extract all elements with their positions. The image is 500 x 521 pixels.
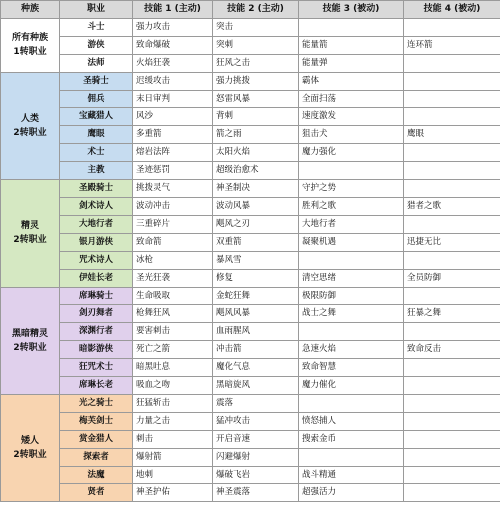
skill-3-cell: 极限防御 [299,287,404,305]
race-name: 黑暗精灵 [11,328,48,339]
skill-2-cell: 神圣制决 [213,180,299,198]
skill-4-cell [404,323,500,341]
job-cell: 游侠 [60,36,133,54]
skill-1-cell: 强力攻击 [133,18,213,36]
skill-2-cell: 飓风风暴 [213,305,299,323]
table-row [1,359,500,377]
job-cell: 剑刃舞者 [60,305,133,323]
job-cell: 斗士 [60,18,133,36]
job-cell: 光之骑士 [60,394,133,412]
job-cell: 圣骑士 [60,72,133,90]
skill-3-cell [299,251,404,269]
header-skill-3: 技能 3 (被动) [299,1,404,19]
table-row [1,448,500,466]
skill-3-cell [299,323,404,341]
skill-4-cell: 全员防御 [404,269,500,287]
skill-3-cell: 凝聚机遇 [299,233,404,251]
skill-1-cell: 神圣护佑 [133,484,213,502]
job-cell: 伊娃长老 [60,269,133,287]
table-row [1,90,500,108]
job-cell: 深渊行者 [60,323,133,341]
skill-4-cell [404,108,500,126]
table-row [1,18,500,36]
skill-2-cell: 开启音速 [213,430,299,448]
skill-1-cell: 爆射箭 [133,448,213,466]
skill-2-cell: 背刺 [213,108,299,126]
skill-1-cell: 力量之击 [133,412,213,430]
skill-3-cell: 清空思绪 [299,269,404,287]
skill-2-cell: 超级治愈术 [213,162,299,180]
skill-1-cell: 迟缓攻击 [133,72,213,90]
skill-3-cell: 搜索金币 [299,430,404,448]
job-cell: 狂咒术士 [60,359,133,377]
table-row [1,341,500,359]
skill-1-cell: 熔岩法阵 [133,144,213,162]
header-skill-1: 技能 1 (主动) [133,1,213,19]
table-row [1,215,500,233]
skill-3-cell: 魔力催化 [299,377,404,395]
skill-1-cell: 地刺 [133,466,213,484]
skill-3-cell: 战士之舞 [299,305,404,323]
job-cell: 术士 [60,144,133,162]
skill-2-cell: 爆破飞岩 [213,466,299,484]
table-row [1,466,500,484]
table-row [1,394,500,412]
skill-4-cell [404,90,500,108]
skill-2-cell: 波动风暴 [213,197,299,215]
skill-4-cell [404,72,500,90]
job-cell: 剑术诗人 [60,197,133,215]
skill-2-cell: 飓风之刃 [213,215,299,233]
skill-2-cell: 突击 [213,18,299,36]
header-job: 职业 [60,1,133,19]
skill-4-cell: 连环箭 [404,36,500,54]
skill-2-cell: 修复 [213,269,299,287]
skill-2-cell: 震落 [213,394,299,412]
job-cell: 主教 [60,162,133,180]
skill-1-cell: 刺击 [133,430,213,448]
skill-1-cell: 生命吸取 [133,287,213,305]
skill-1-cell: 末日审判 [133,90,213,108]
skill-4-cell [404,54,500,72]
table-row [1,484,500,502]
skill-3-cell: 霸体 [299,72,404,90]
skill-1-cell: 致命箭 [133,233,213,251]
job-cell: 法师 [60,54,133,72]
race-cell [1,180,60,287]
race-name: 所有种族 [11,33,48,44]
race-tier: 2转职业 [13,127,47,138]
skill-4-cell [404,430,500,448]
skill-2-cell: 怒雷风暴 [213,90,299,108]
skill-3-cell: 胜利之歌 [299,197,404,215]
race-cell [1,72,60,179]
table-row [1,412,500,430]
skill-1-cell: 火焰狂袭 [133,54,213,72]
skill-1-cell: 吸血之吻 [133,377,213,395]
skill-3-cell: 急速火焰 [299,341,404,359]
table-row [1,430,500,448]
skill-1-cell: 狂猛斩击 [133,394,213,412]
skill-4-cell: 猎者之歌 [404,197,500,215]
skill-1-cell: 挑拨灵气 [133,180,213,198]
skill-3-cell: 能量弹 [299,54,404,72]
skill-3-cell: 愤怒捕人 [299,412,404,430]
skill-1-cell: 枪舞狂风 [133,305,213,323]
skill-4-cell: 鹰眼 [404,126,500,144]
skill-2-cell: 箭之雨 [213,126,299,144]
table-row [1,72,500,90]
header-row [1,1,500,19]
skill-2-cell: 闪避爆射 [213,448,299,466]
skill-2-cell: 神圣震落 [213,484,299,502]
skill-2-cell: 突刺 [213,36,299,54]
table-row [1,287,500,305]
skill-2-cell: 暴风雪 [213,251,299,269]
skill-1-cell: 致命爆破 [133,36,213,54]
skill-3-cell [299,394,404,412]
table-row [1,197,500,215]
skill-1-cell: 三重碎片 [133,215,213,233]
job-cell: 席琳长老 [60,377,133,395]
job-cell: 席琳骑士 [60,287,133,305]
race-cell [1,18,60,72]
skill-2-cell: 金蛇狂舞 [213,287,299,305]
header-skill-4: 技能 4 (被动) [404,1,500,19]
skill-3-cell: 战斗精通 [299,466,404,484]
job-cell: 赏金猎人 [60,430,133,448]
skill-1-cell: 圣迹惩罚 [133,162,213,180]
skill-4-cell [404,377,500,395]
skill-3-cell: 大地行者 [299,215,404,233]
race-name: 矮人 [20,436,39,447]
job-cell: 圣殿骑士 [60,180,133,198]
skill-2-cell: 双重箭 [213,233,299,251]
skill-4-cell: 迅捷无比 [404,233,500,251]
skill-4-cell [404,18,500,36]
skill-4-cell [404,359,500,377]
skill-3-cell: 致命智慧 [299,359,404,377]
job-cell: 贤者 [60,484,133,502]
table-row [1,305,500,323]
job-cell: 宝藏猎人 [60,108,133,126]
skill-4-cell [404,484,500,502]
table-row [1,144,500,162]
skill-4-cell [404,180,500,198]
skill-2-cell: 猛冲攻击 [213,412,299,430]
skill-2-cell: 狂风之击 [213,54,299,72]
skill-2-cell: 血雨腥风 [213,323,299,341]
skill-2-cell: 冲击箭 [213,341,299,359]
skill-2-cell: 黑暗旋风 [213,377,299,395]
table-row [1,377,500,395]
race-tier: 2转职业 [13,450,47,461]
table-row [1,180,500,198]
race-cell [1,394,60,501]
table-row [1,162,500,180]
skill-4-cell [404,394,500,412]
table-row [1,36,500,54]
header-skill-2: 技能 2 (主动) [213,1,299,19]
skill-1-cell: 死亡之箭 [133,341,213,359]
job-cell: 佣兵 [60,90,133,108]
skill-1-cell: 圣光狂袭 [133,269,213,287]
job-cell: 法魔 [60,466,133,484]
table-row [1,269,500,287]
job-cell: 梅芙剑士 [60,412,133,430]
skill-4-cell: 狂暴之舞 [404,305,500,323]
race-tier: 2转职业 [13,342,47,353]
race-tier: 1转职业 [13,47,47,58]
skill-3-cell [299,162,404,180]
table-row [1,108,500,126]
skill-1-cell: 暗黑吐息 [133,359,213,377]
race-name: 精灵 [20,221,39,232]
skill-4-cell: 致命反击 [404,341,500,359]
job-cell: 咒术诗人 [60,251,133,269]
skill-4-cell [404,412,500,430]
skill-4-cell [404,144,500,162]
skill-1-cell: 要害刺击 [133,323,213,341]
skill-4-cell [404,251,500,269]
skill-1-cell: 风沙 [133,108,213,126]
header-race: 种族 [1,1,60,19]
skill-3-cell: 超强活力 [299,484,404,502]
job-cell: 大地行者 [60,215,133,233]
table-row [1,323,500,341]
race-name: 人类 [20,113,39,124]
skill-1-cell: 冰枪 [133,251,213,269]
table-row [1,251,500,269]
skill-1-cell: 波动冲击 [133,197,213,215]
race-tier: 2转职业 [13,235,47,246]
skill-3-cell: 全面扫荡 [299,90,404,108]
table-row [1,233,500,251]
skill-3-cell [299,448,404,466]
skill-3-cell: 狙击犬 [299,126,404,144]
skill-2-cell: 魔化气息 [213,359,299,377]
skill-4-cell [404,287,500,305]
skill-1-cell: 多重箭 [133,126,213,144]
table-row [1,126,500,144]
skill-3-cell: 能量箭 [299,36,404,54]
job-cell: 暗影游侠 [60,341,133,359]
skill-3-cell: 守护之势 [299,180,404,198]
job-cell: 探索者 [60,448,133,466]
skill-2-cell: 太阳火焰 [213,144,299,162]
race-cell [1,287,60,394]
skill-3-cell: 魔力强化 [299,144,404,162]
table-row [1,54,500,72]
skill-3-cell [299,18,404,36]
skill-4-cell [404,162,500,180]
job-cell: 鹰眼 [60,126,133,144]
table-body [1,18,500,501]
skill-2-cell: 强力挑拨 [213,72,299,90]
skill-3-cell: 速度激发 [299,108,404,126]
skill-4-cell [404,215,500,233]
skill-4-cell [404,466,500,484]
skill-4-cell [404,448,500,466]
job-cell: 银月游侠 [60,233,133,251]
